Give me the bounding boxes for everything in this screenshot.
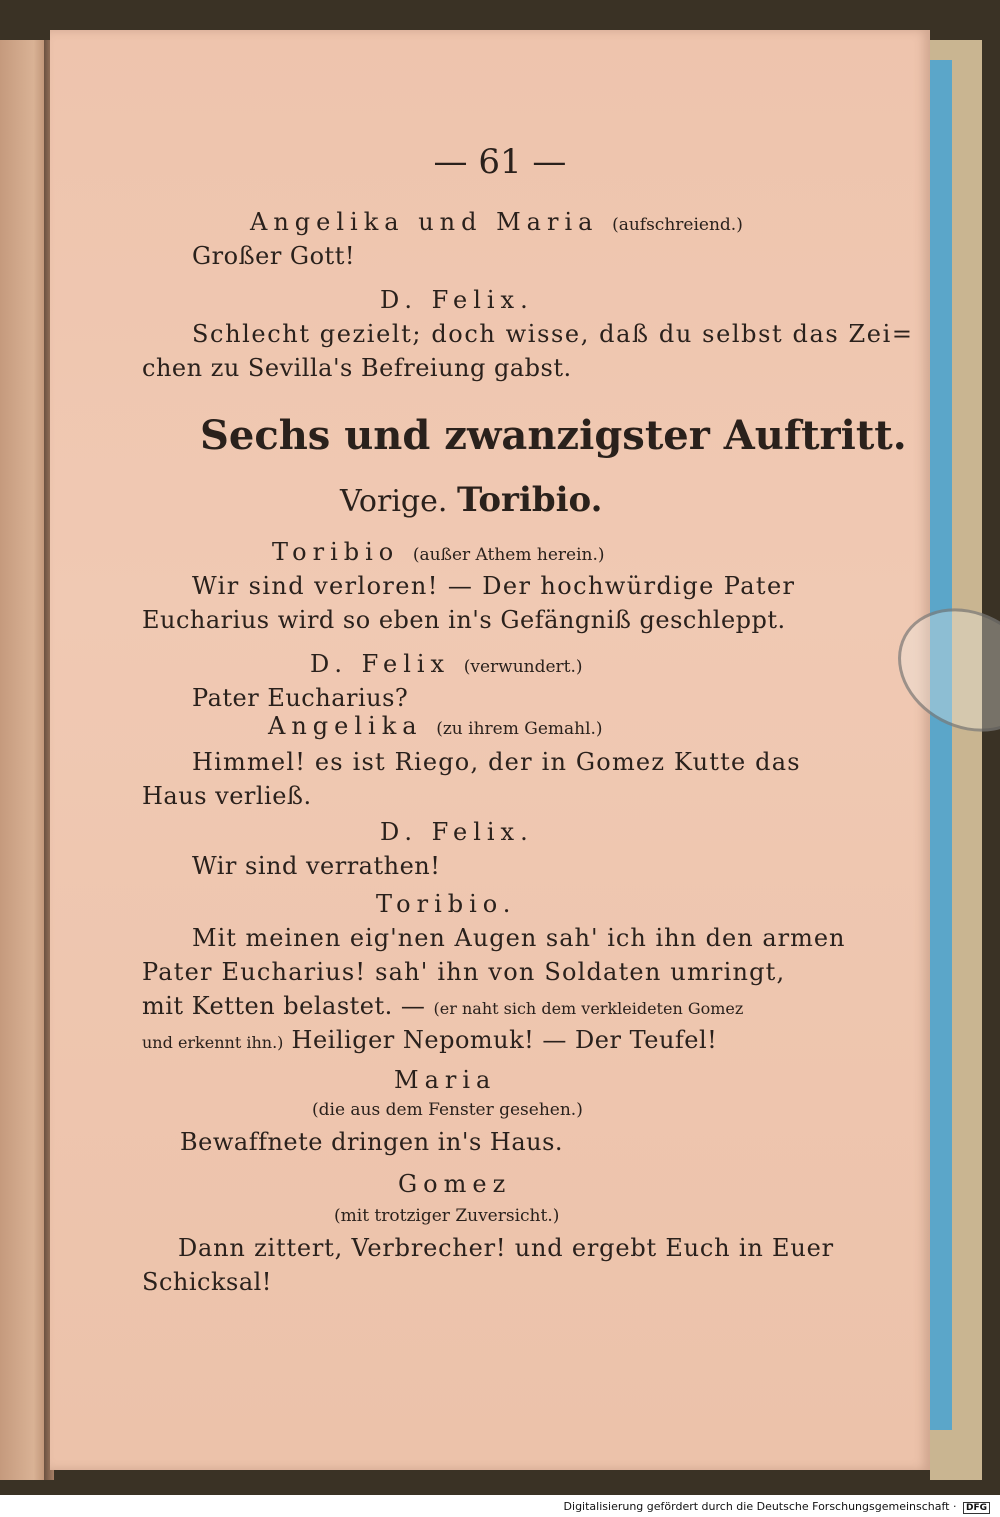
speaker-line: Maria <box>394 1066 497 1094</box>
speaker-line: Toribio. <box>376 890 517 918</box>
stage-direction: (die aus dem Fenster gesehen.) <box>312 1100 583 1120</box>
stage-direction: (mit trotziger Zuversicht.) <box>334 1206 560 1226</box>
speech-line: Dann zittert, Verbrecher! und ergebt Euch in Euer <box>178 1234 834 1262</box>
dfg-logo: DFG <box>963 1502 990 1514</box>
speech-line: Mit meinen eig'nen Augen sah' ich ihn den armen <box>192 924 846 952</box>
speech-line: Pater Eucharius! sah' ihn von Soldaten umringt, <box>142 958 786 986</box>
scene-heading: Sechs und zwanzigster Auftritt. <box>200 412 907 459</box>
speaker-name: Angelika <box>268 712 423 740</box>
speaker-name: Toribio <box>272 538 400 566</box>
scene-subheading-label: Vorige. <box>340 484 448 519</box>
speaker-line: D. Felix. <box>380 286 534 314</box>
speech-line: Himmel! es ist Riego, der in Gomez Kutte das <box>192 748 801 776</box>
speech-line <box>142 992 743 1020</box>
speech-line: chen zu Sevilla's Befreiung gabst. <box>142 354 572 382</box>
speech-line: Schicksal! <box>142 1268 272 1296</box>
speaker-line <box>310 650 583 678</box>
speech-line: Haus verließ. <box>142 782 312 810</box>
page-number: — 61 — <box>433 142 567 182</box>
stage-direction: (aufschreiend.) <box>612 215 743 235</box>
speaker-line <box>272 538 605 566</box>
speaker-line <box>250 208 743 236</box>
speech-line: Pater Eucharius? <box>192 684 409 712</box>
speech-line: Bewaffnete dringen in's Haus. <box>180 1128 564 1156</box>
left-page-edge <box>0 40 48 1480</box>
footer-text: Digitalisierung gefördert durch die Deutsche Forschungsgemeinschaft <box>563 1500 950 1513</box>
speaker-name: Angelika und Maria <box>250 208 599 236</box>
speech-text: Heiliger Nepomuk! — Der Teufel! <box>291 1026 718 1054</box>
speaker-name: D. Felix <box>310 650 451 678</box>
speech-line: Wir sind verloren! — Der hochwürdige Pater <box>192 572 796 600</box>
scene-subheading-character: Toribio. <box>456 480 603 520</box>
speech-line: Eucharius wird so eben in's Gefängniß geschleppt. <box>142 606 786 634</box>
speech-line: Wir sind verrathen! <box>192 852 441 880</box>
scene-subheading <box>340 480 602 520</box>
stage-direction: (er naht sich dem verkleideten Gomez <box>433 999 744 1018</box>
stage-direction: und erkennt ihn.) <box>142 1033 284 1052</box>
speech-text: mit Ketten belastet. — <box>142 992 426 1020</box>
speech-line <box>142 1026 717 1054</box>
stage-direction: (zu ihrem Gemahl.) <box>436 719 603 739</box>
speaker-line <box>268 712 603 740</box>
speaker-line: D. Felix. <box>380 818 534 846</box>
digitization-footer: Digitalisierung gefördert durch die Deutsche Forschungsgemeinschaft · DFG <box>564 1500 990 1513</box>
stage-direction: (verwundert.) <box>463 657 583 677</box>
stage-direction: (außer Athem herein.) <box>412 545 605 565</box>
speech-line: Schlecht gezielt; doch wisse, daß du selbst das Zei= <box>192 320 914 348</box>
speaker-line: Gomez <box>398 1170 512 1198</box>
book-page <box>50 30 930 1470</box>
speech-line: Großer Gott! <box>192 242 355 270</box>
